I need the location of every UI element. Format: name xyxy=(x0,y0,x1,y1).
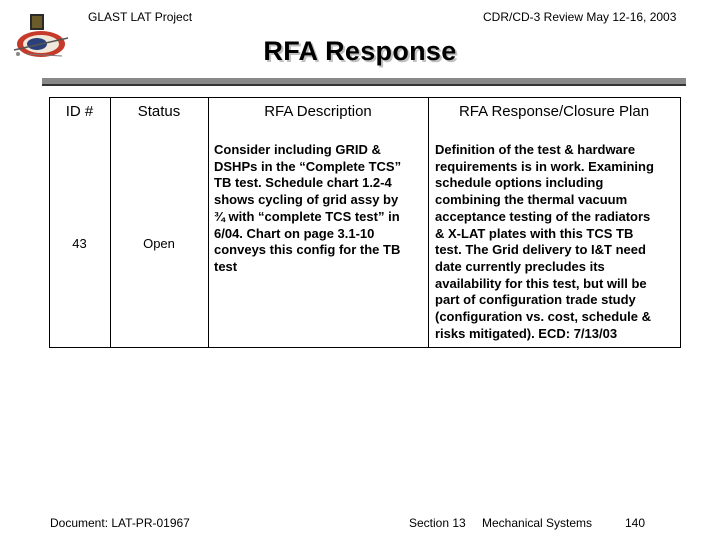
table-col-divider-1 xyxy=(110,97,111,347)
description-line: shows cycling of grid assy by xyxy=(214,192,399,208)
response-line: availability for this test, but will be xyxy=(435,275,647,291)
response-line: date currently precludes its xyxy=(435,258,605,274)
page-title: RFA Response xyxy=(263,36,457,66)
col-header-description: RFA Description xyxy=(264,103,372,120)
description-line: test xyxy=(214,258,238,274)
row-id: 43 xyxy=(72,236,87,251)
col-header-response: RFA Response/Closure Plan xyxy=(458,103,650,120)
response-line: requirements is in work. Examining xyxy=(435,158,654,174)
response-line: test. The Grid delivery to I&T need xyxy=(435,242,646,258)
footer-document: Document: LAT-PR-01967 xyxy=(50,516,190,530)
response-line: combining the thermal vacuum xyxy=(435,192,628,208)
rfa-table xyxy=(49,97,681,347)
description-line: 6/04. Chart on page 3.1-10 xyxy=(214,225,375,241)
footer-section-name: Mechanical Systems xyxy=(482,516,593,530)
response-line: (configuration vs. cost, schedule & xyxy=(435,309,651,325)
col-header-id: ID # xyxy=(65,103,94,120)
title-rule-dark xyxy=(42,84,686,86)
table-top-border xyxy=(49,97,681,98)
header-review: CDR/CD-3 Review May 12-16, 2003 xyxy=(483,10,677,24)
table-col-divider-3 xyxy=(428,97,429,347)
response-line: schedule options including xyxy=(435,175,604,191)
response-line: risks mitigated). ECD: 7/13/03 xyxy=(435,325,618,341)
row-status: Open xyxy=(143,236,175,251)
table-border-left xyxy=(49,97,50,347)
description-line: DSHPs in the “Complete TCS” xyxy=(214,158,402,174)
response-line: & X-LAT plates with this TCS TB xyxy=(435,225,634,241)
row-description xyxy=(214,142,426,276)
response-line: Definition of the test & hardware xyxy=(435,142,636,157)
description-line: ¾ with “complete TCS test” in xyxy=(214,208,400,224)
description-line: TB test. Schedule chart 1.2-4 xyxy=(214,175,392,191)
table-bottom-border xyxy=(49,347,681,348)
header-project: GLAST LAT Project xyxy=(88,10,193,24)
table-border-right xyxy=(680,97,681,347)
table-col-divider-2 xyxy=(208,97,209,347)
footer-page-number: 140 xyxy=(625,516,646,530)
description-line: Consider including GRID & xyxy=(214,142,381,157)
col-header-status: Status xyxy=(137,103,181,120)
row-response xyxy=(435,142,679,342)
response-line: part of configuration trade study xyxy=(435,292,636,308)
footer-section: Section 13 xyxy=(409,516,466,530)
description-line: conveys this config for the TB xyxy=(214,242,401,258)
response-line: acceptance testing of the radiators xyxy=(435,208,651,224)
